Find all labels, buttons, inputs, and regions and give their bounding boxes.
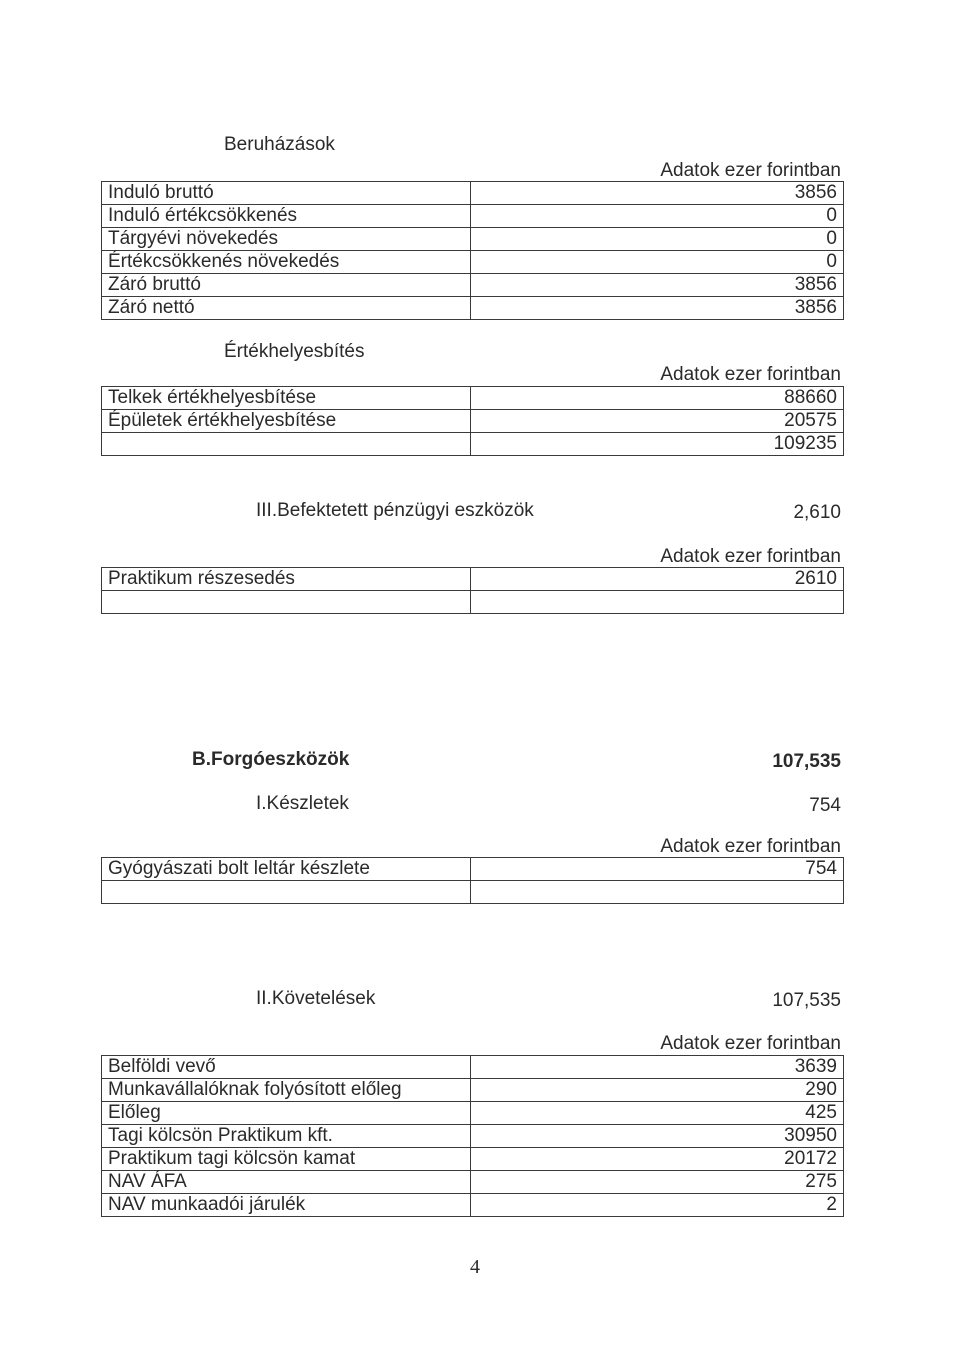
unit-label-ertekhelyesbites: Adatok ezer forintban xyxy=(660,364,841,385)
table-row xyxy=(102,182,844,205)
row-label: Záró bruttó xyxy=(102,274,471,297)
page-number: 4 xyxy=(470,1256,480,1278)
row-value: 754 xyxy=(471,858,844,881)
row-value: 275 xyxy=(471,1171,844,1194)
row-value: 20575 xyxy=(471,410,844,433)
row-value: 290 xyxy=(471,1079,844,1102)
row-label: Telkek értékhelyesbítése xyxy=(102,387,471,410)
table-row xyxy=(102,1148,844,1171)
row-label: Értékcsökkenés növekedés xyxy=(102,251,471,274)
table-row xyxy=(102,568,844,591)
row-label: NAV ÁFA xyxy=(102,1171,471,1194)
row-label: Előleg xyxy=(102,1102,471,1125)
table-row xyxy=(102,1079,844,1102)
row-value: 20172 xyxy=(471,1148,844,1171)
row-label: Induló bruttó xyxy=(102,182,471,205)
row-label xyxy=(102,433,471,456)
row-value: 0 xyxy=(471,228,844,251)
table-row xyxy=(102,433,844,456)
table-row xyxy=(102,251,844,274)
table-row xyxy=(102,591,844,614)
section-title-forgoeszkozok: B.Forgóeszközök xyxy=(192,749,350,770)
section-total-befektetett: 2,610 xyxy=(793,502,841,523)
table-row xyxy=(102,274,844,297)
kovetelesek-table xyxy=(101,1055,844,1217)
table-row xyxy=(102,1102,844,1125)
unit-label-befektetett: Adatok ezer forintban xyxy=(660,546,841,567)
befektetett-table xyxy=(101,567,844,614)
table-row xyxy=(102,1056,844,1079)
row-label xyxy=(102,591,471,614)
row-label: Munkavállalóknak folyósított előleg xyxy=(102,1079,471,1102)
row-value: 3856 xyxy=(471,274,844,297)
row-label: NAV munkaadói járulék xyxy=(102,1194,471,1217)
table-row xyxy=(102,1125,844,1148)
keszletek-table xyxy=(101,857,844,904)
section-title-kovetelesek: II.Követelések xyxy=(256,988,376,1009)
table-row xyxy=(102,1171,844,1194)
row-label: Praktikum tagi kölcsön kamat xyxy=(102,1148,471,1171)
section-total-forgoeszkozok: 107,535 xyxy=(772,751,841,772)
row-value xyxy=(471,591,844,614)
row-label: Tagi kölcsön Praktikum kft. xyxy=(102,1125,471,1148)
unit-label-kovetelesek: Adatok ezer forintban xyxy=(660,1033,841,1054)
section-total-kovetelesek: 107,535 xyxy=(772,990,841,1011)
section-title-beruhazasok: Beruházások xyxy=(224,134,335,155)
unit-label-beruhazasok: Adatok ezer forintban xyxy=(660,160,841,181)
row-value: 2610 xyxy=(471,568,844,591)
table-row xyxy=(102,858,844,881)
row-value: 3639 xyxy=(471,1056,844,1079)
row-value: 3856 xyxy=(471,297,844,320)
row-value: 2 xyxy=(471,1194,844,1217)
row-value: 30950 xyxy=(471,1125,844,1148)
table-row xyxy=(102,297,844,320)
row-label: Épületek értékhelyesbítése xyxy=(102,410,471,433)
row-value: 0 xyxy=(471,205,844,228)
table-row xyxy=(102,1194,844,1217)
table-row xyxy=(102,410,844,433)
row-value: 425 xyxy=(471,1102,844,1125)
table-row xyxy=(102,387,844,410)
section-title-ertekhelyesbites: Értékhelyesbítés xyxy=(224,341,365,362)
row-label: Belföldi vevő xyxy=(102,1056,471,1079)
row-value: 88660 xyxy=(471,387,844,410)
row-label: Induló értékcsökkenés xyxy=(102,205,471,228)
table-row xyxy=(102,205,844,228)
row-label xyxy=(102,881,471,904)
row-value: 0 xyxy=(471,251,844,274)
row-value: 3856 xyxy=(471,182,844,205)
row-label: Gyógyászati bolt leltár készlete xyxy=(102,858,471,881)
table-row xyxy=(102,881,844,904)
row-label: Praktikum részesedés xyxy=(102,568,471,591)
row-label: Tárgyévi növekedés xyxy=(102,228,471,251)
unit-label-keszletek: Adatok ezer forintban xyxy=(660,836,841,857)
section-total-keszletek: 754 xyxy=(809,795,841,816)
table-row xyxy=(102,228,844,251)
row-value xyxy=(471,881,844,904)
section-title-keszletek: I.Készletek xyxy=(256,793,349,814)
ertekhelyesbites-table xyxy=(101,386,844,456)
section-title-befektetett: III.Befektetett pénzügyi eszközök xyxy=(256,500,534,521)
row-label: Záró nettó xyxy=(102,297,471,320)
row-value: 109235 xyxy=(471,433,844,456)
beruhazasok-table xyxy=(101,181,844,320)
